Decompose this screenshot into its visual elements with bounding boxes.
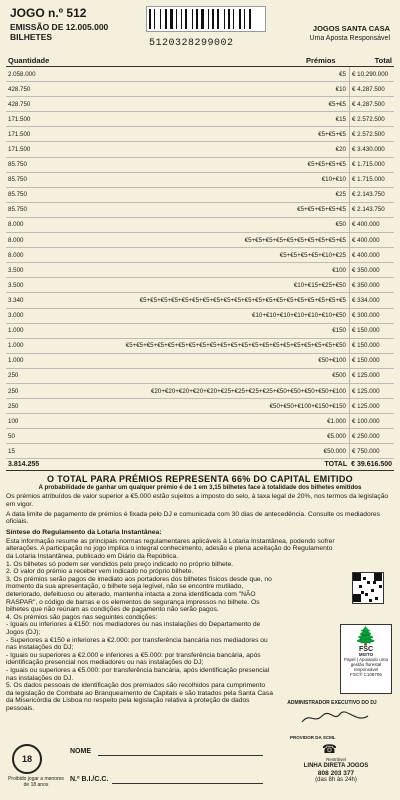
row-total: € 300.000 — [350, 308, 395, 323]
table-row — [6, 293, 394, 308]
row-quantity: 15 — [6, 444, 48, 459]
regulation-rule: 3. Os prémios serão pagos de imediato aos portadores dos bilhetes físicos desde que, no momento da sua apresentação, o bilhete seja legível, não se encontre mutilado, deteriorado, defeituoso ou alterado, mantenha intacta a zona identificada com "NÃO RASPAR", o código de barras e os elementos de segurança impressos no bilhete. Os bilhetes que não reúnam as condições de pagamento não serão pagos. — [6, 575, 272, 614]
fsc-sub: Papel | Apoiando uma gestão florestal responsável — [344, 657, 388, 672]
prize-table-header — [6, 56, 394, 67]
row-quantity: 85.750 — [6, 202, 48, 217]
row-prizes: €5.000 — [48, 429, 350, 444]
total-quantity: 3.814.255 — [8, 461, 40, 469]
row-prizes: €100 — [48, 263, 350, 278]
row-prizes: €1.000 — [48, 414, 350, 429]
row-total: € 400.000 — [350, 233, 395, 248]
ticket-footer — [0, 742, 400, 800]
row-prizes: €500 — [48, 368, 350, 383]
name-label: NOME — [70, 748, 91, 755]
table-row — [6, 399, 394, 414]
row-prizes: €5 — [48, 67, 350, 82]
row-quantity: 2.058.000 — [6, 67, 48, 82]
row-prizes: €5+€5+€5+€5+€5+€5+€5+€5+€5+€5 — [48, 233, 350, 248]
row-prizes: €5+€5+€5+€5+€5+€5+€5+€5+€5+€5+€5+€5+€5+€5+€5+€5+€5+€5+€5+€5+€50 — [48, 338, 350, 353]
row-total: € 2.572.500 — [350, 112, 395, 127]
table-row — [6, 67, 394, 82]
row-prizes: €15 — [48, 112, 350, 127]
row-prizes: €5+€5+€5+€5+€5+€5+€5+€5+€5+€5+€5+€5+€5+€5+€5+€5+€5+€5+€5+€5 — [48, 293, 350, 308]
col-premios: Prémios — [306, 56, 336, 65]
row-quantity: 1.000 — [6, 338, 48, 353]
table-row — [6, 248, 394, 263]
regulation-rule: 2. O valor do prémio a receber vem indicado no próprio bilhete. — [6, 568, 194, 576]
tax-paragraph: Os prémios atribuídos de valor superior a €5.000 estão sujeitos a imposto do selo, à taxa legal de 20%, nos termos da legislação em vigor. — [6, 493, 389, 509]
table-row — [6, 263, 394, 278]
prize-table — [6, 67, 394, 459]
hotline-hours: (das 8h às 24h) — [315, 777, 357, 783]
row-prizes: €5+€5+€5+€5+€5 — [48, 202, 350, 217]
row-quantity: 171.500 — [6, 127, 48, 142]
row-prizes: €10+€10+€10+€10+€10+€10+€50 — [48, 308, 350, 323]
row-prizes: €150 — [48, 323, 350, 338]
qr-code-icon — [352, 572, 384, 604]
regulation-title: Síntese do Regulamento da Lotaria Instantânea: — [6, 528, 162, 536]
row-quantity: 1.000 — [6, 323, 48, 338]
regulation-rule: - Iguais ou superiores a €2.000 e inferiores a €5.000: por transferência bancária, após identificação presencial nos mediadores ou nas instalações do DJ; — [6, 651, 261, 667]
table-row — [6, 338, 394, 353]
regulation-rule: 1. Os bilhetes só podem ser vendidos pelo preço indicado no próprio bilhete. — [6, 560, 234, 568]
fsc-logo — [340, 624, 392, 694]
row-quantity: 8.000 — [6, 248, 48, 263]
row-prizes: €50+€100 — [48, 353, 350, 368]
row-total: € 150.000 — [350, 323, 395, 338]
row-total: € 2.572.500 — [350, 127, 395, 142]
hotline-block — [286, 756, 386, 784]
row-total: € 100.000 — [350, 414, 395, 429]
row-quantity: 3.340 — [6, 293, 48, 308]
row-quantity: 171.500 — [6, 142, 48, 157]
table-row — [6, 353, 394, 368]
table-row — [6, 187, 394, 202]
regulation-rule: - Superiores a €150 e inferiores a €2.000: por transferência bancária nos mediadores ou nas instalações do DJ; — [6, 636, 268, 652]
table-row — [6, 82, 394, 97]
barcode-number: 5120328299002 — [149, 38, 234, 49]
age-restriction-icon: 18 — [12, 744, 42, 774]
table-row — [6, 112, 394, 127]
hotline-brand: Restritivel — [326, 757, 346, 762]
table-row — [6, 127, 394, 142]
fsc-code: FSC® C108706 — [350, 672, 382, 677]
row-total: € 3.430.000 — [350, 142, 395, 157]
row-prizes: €10 — [48, 82, 350, 97]
game-number: JOGO n.º 512 — [10, 6, 87, 20]
provider-label: PROVIDOR DA SCML — [290, 735, 336, 740]
row-total: € 125.000 — [350, 399, 395, 414]
row-total: € 350.000 — [350, 278, 395, 293]
table-row — [6, 383, 394, 398]
table-row — [6, 172, 394, 187]
row-quantity: 85.750 — [6, 172, 48, 187]
table-row — [6, 233, 394, 248]
regulation-intro: Esta informação resume as principais normas regulamentares aplicáveis à Lotaria Instantânea, podendo sofrer alterações. A participação no jogo implica o integral conhecimento, adesão e plena aceitação do Regulamento da Lotaria Instantânea, publicado em Diário da República. — [6, 537, 335, 560]
row-quantity: 250 — [6, 368, 48, 383]
fsc-misto: MISTO — [358, 652, 374, 657]
row-quantity: 8.000 — [6, 233, 48, 248]
brand-title: JOGOS SANTA CASA — [312, 24, 390, 33]
row-prizes: €5+€5+€5+€5+€10+€25 — [48, 248, 350, 263]
tree-icon: 🌲 — [354, 626, 378, 646]
row-quantity: 1.000 — [6, 353, 48, 368]
table-row — [6, 308, 394, 323]
row-quantity: 3.500 — [6, 263, 48, 278]
row-total: € 350.000 — [350, 263, 395, 278]
table-row — [6, 414, 394, 429]
row-total: € 400.000 — [350, 217, 395, 232]
row-quantity: 8.000 — [6, 217, 48, 232]
row-prizes: €10+€10 — [48, 172, 350, 187]
row-quantity: 428.750 — [6, 97, 48, 112]
deadline-paragraph: A data limite de pagamento de prémios é fixada pelo DJ e comunicada com 30 dias de antecedência. Consulte os mediadores oficiais. — [6, 510, 380, 526]
total-label: TOTAL — [324, 461, 348, 469]
table-row — [6, 142, 394, 157]
row-total: € 250.000 — [350, 429, 395, 444]
id-label: N.º B.I./C.C. — [70, 776, 109, 783]
row-prizes: €5+€5+€5 — [48, 127, 350, 142]
row-quantity: 3.500 — [6, 278, 48, 293]
row-prizes: €5+€5 — [48, 97, 350, 112]
row-total: € 4.287.500 — [350, 97, 395, 112]
row-total: € 4.287.500 — [350, 82, 395, 97]
id-field[interactable] — [112, 783, 263, 784]
total-value: € 39.616.500 — [351, 461, 392, 469]
table-row — [6, 278, 394, 293]
row-prizes: €10+€15+€25+€50 — [48, 278, 350, 293]
col-total: Total — [374, 56, 392, 65]
fsc-label: FSC — [359, 646, 373, 653]
table-row — [6, 368, 394, 383]
row-quantity: 171.500 — [6, 112, 48, 127]
row-prizes: €50.000 — [48, 444, 350, 459]
capital-banner: O TOTAL PARA PRÉMIOS REPRESENTA 66% DO CAPITAL EMITIDO — [47, 474, 353, 485]
brand-subtitle: Uma Aposta Responsável — [309, 35, 390, 42]
table-row — [6, 444, 394, 459]
row-total: € 2.143.750 — [350, 187, 395, 202]
row-prizes: €50+€50+€100+€150+€150 — [48, 399, 350, 414]
barcode — [146, 6, 266, 32]
row-quantity: 50 — [6, 429, 48, 444]
row-total: € 150.000 — [350, 353, 395, 368]
row-quantity: 428.750 — [6, 82, 48, 97]
row-prizes: €50 — [48, 217, 350, 232]
row-prizes: €20 — [48, 142, 350, 157]
probability-text: A probabilidade de ganhar um qualquer prémio é de 1 em 3,15 bilhetes face à totalidade dos bilhetes emitidos — [38, 484, 362, 492]
table-row — [6, 429, 394, 444]
phone-icon: ☎ — [322, 742, 337, 756]
regulation-rules — [6, 561, 274, 713]
row-quantity: 85.750 — [6, 187, 48, 202]
row-prizes: €20+€20+€20+€20+€20+€25+€25+€25+€25+€50+€50+€50+€50+€100 — [48, 383, 350, 398]
row-total: € 334.000 — [350, 293, 395, 308]
regulation-rule: - Iguais ou inferiores a €150: nos mediadores ou nas instalações do Departamento de Jogos (DJ); — [6, 621, 261, 636]
row-total: € 750.000 — [350, 444, 395, 459]
row-total: € 2.143.750 — [350, 202, 395, 217]
row-prizes: €25 — [48, 187, 350, 202]
row-quantity: 100 — [6, 414, 48, 429]
signature-image — [300, 710, 370, 726]
row-quantity: 85.750 — [6, 157, 48, 172]
row-quantity: 250 — [6, 399, 48, 414]
table-row — [6, 202, 394, 217]
row-quantity: 3.000 — [6, 308, 48, 323]
row-total: € 125.000 — [350, 383, 395, 398]
table-row — [6, 157, 394, 172]
table-row — [6, 97, 394, 112]
row-quantity: 250 — [6, 383, 48, 398]
age-restriction-text: Proibido jogar a menores de 18 anos — [8, 776, 64, 788]
row-total: € 150.000 — [350, 338, 395, 353]
ticket-header — [6, 4, 394, 56]
regulation-rule: 5. Os dados pessoais de identificação dos premiados são recolhidos para cumprimento da legislação de Combate ao Branqueamento de Capitais e são tratados pela Santa Casa da Misericórdia de Lisboa no respeito pela legislação relativa à proteção de dados pessoais. — [6, 682, 273, 712]
row-total: € 400.000 — [350, 248, 395, 263]
row-total: € 10.290.000 — [350, 67, 395, 82]
row-total: € 1.715.000 — [350, 172, 395, 187]
name-field[interactable] — [98, 755, 263, 756]
admin-signature-label: ADMINISTRADOR EXECUTIVO DO DJ — [287, 700, 377, 706]
hotline-title: LINHA DIRETA JOGOS — [303, 763, 369, 769]
col-quantidade: Quantidade — [8, 56, 50, 65]
table-row — [6, 323, 394, 338]
regulation-rule: 4. Os prémios são pagos nas seguintes condições: — [6, 613, 158, 621]
brand — [309, 24, 390, 43]
row-total: € 1.715.000 — [350, 157, 395, 172]
hotline-number: 808 203 377 — [317, 770, 355, 777]
table-row — [6, 217, 394, 232]
row-prizes: €5+€5+€5+€5 — [48, 157, 350, 172]
row-total: € 125.000 — [350, 368, 395, 383]
totals-row — [6, 459, 394, 471]
regulation-rule: - Iguais ou superiores a €5.000: por transferência bancária, após identificação presencial nas instalações do DJ. — [6, 666, 270, 682]
emission-count: EMISSÃO DE 12.005.000 BILHETES — [10, 22, 109, 42]
